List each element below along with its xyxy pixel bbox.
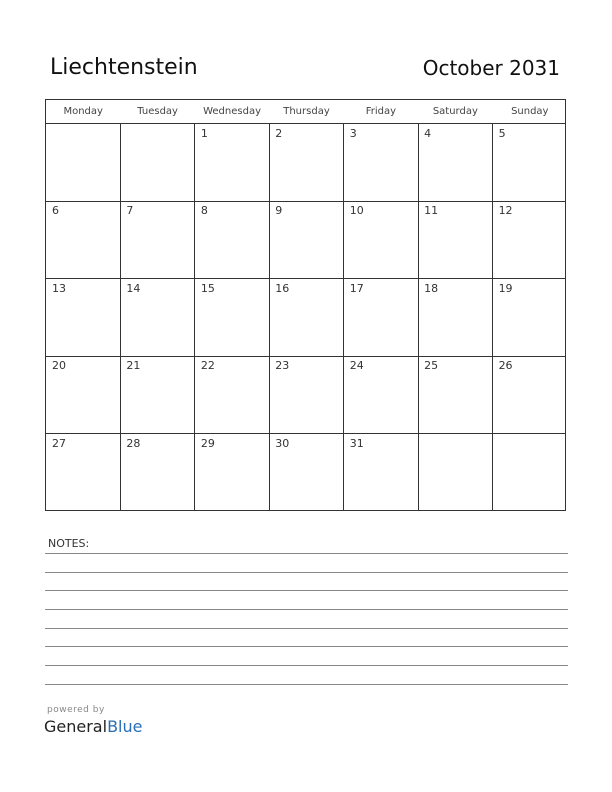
note-line [45,572,568,573]
day-number: 4 [424,127,432,140]
day-number: 21 [126,359,141,373]
day-number: 8 [200,204,208,218]
column-divider [492,124,493,511]
weekday-sunday: Sunday [511,106,549,117]
weekday-header-row [46,100,565,124]
powered-by-text: powered by [47,705,105,715]
column-divider [194,124,195,511]
row-divider [46,433,565,434]
day-number: 28 [126,436,141,450]
day-number: 20 [52,359,66,373]
column-divider [120,124,121,511]
day-number: 14 [126,281,141,295]
day-number: 13 [52,281,66,295]
note-line [45,590,568,591]
note-line [45,553,568,554]
day-number: 10 [349,204,364,218]
day-number: 3 [349,127,357,140]
weekday-wednesday: Wednesday [203,106,261,117]
day-number: 2 [275,127,283,140]
day-number: 16 [275,281,290,295]
note-line [45,665,568,666]
day-number: 27 [52,436,66,450]
column-divider [269,124,270,511]
weekday-friday: Friday [365,106,397,117]
day-number: 17 [349,281,364,295]
weekday-tuesday: Tuesday [137,106,178,117]
day-number: 19 [498,281,513,295]
day-number: 9 [275,204,283,218]
day-number: 23 [275,359,290,373]
day-number: 11 [424,204,439,218]
note-line [45,684,568,685]
day-number: 6 [52,204,59,218]
day-number: 26 [498,359,513,373]
generalblue-logo [44,717,142,736]
column-divider [418,124,419,511]
notes-label: NOTES: [48,537,90,550]
row-divider [46,201,565,202]
note-line [45,628,568,629]
month-year-title: October 2031 [422,56,560,80]
weekday-monday: Monday [63,106,103,117]
day-number: 24 [349,359,364,373]
day-number: 25 [424,359,439,373]
day-number: 29 [200,436,215,450]
day-number: 22 [200,359,215,373]
calendar-grid [45,99,566,511]
row-divider [46,278,565,279]
weekday-saturday: Saturday [432,106,478,117]
day-number: 18 [424,281,439,295]
day-number: 30 [275,436,290,450]
note-line [45,609,568,610]
brand-general-text: General [44,717,108,736]
brand-blue-text: Blue [107,717,143,736]
day-number: 31 [349,436,364,450]
day-number: 7 [126,204,134,218]
country-title: Liechtenstein [50,55,198,80]
calendar-body [46,124,565,511]
row-divider [46,356,565,357]
note-line [45,646,568,647]
day-number: 5 [498,127,506,140]
column-divider [343,124,344,511]
day-number: 12 [498,204,513,218]
day-number: 1 [200,127,208,140]
weekday-thursday: Thursday [283,106,330,117]
day-number: 15 [200,281,215,295]
